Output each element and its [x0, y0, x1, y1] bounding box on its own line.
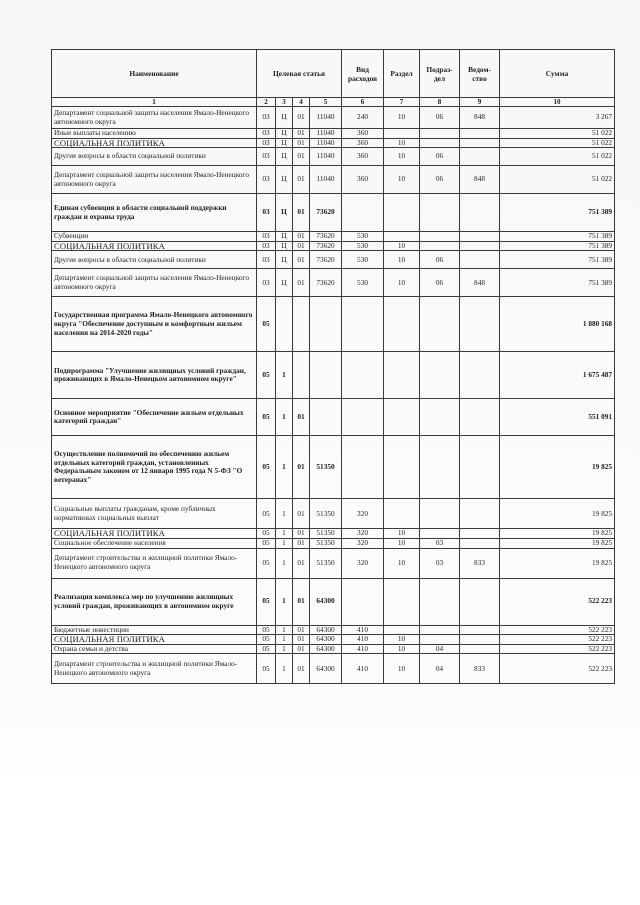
- target-program-cell: 03: [257, 194, 276, 232]
- row-name-cell: Бюджетные инвестиции: [52, 625, 257, 635]
- section-cell: [384, 578, 420, 625]
- target-event-cell: 01: [293, 548, 310, 578]
- sum-cell: 19 825: [500, 538, 615, 548]
- subsection-cell: 06: [420, 269, 460, 297]
- target-code-cell: 11040: [310, 166, 342, 194]
- expense-type-cell: 410: [342, 625, 384, 635]
- department-cell: [460, 499, 500, 529]
- subsection-cell: 03: [420, 548, 460, 578]
- row-name-cell: Реализация комплекса мер по улучшению жилищных условий граждан, проживающих в автономном округе: [52, 578, 257, 625]
- column-number: 10: [500, 98, 615, 107]
- column-number: 7: [384, 98, 420, 107]
- budget-table: [51, 49, 615, 684]
- row-name-cell: Подпрограмма "Улучшение жилищных условий граждан, проживающих в Ямало-Ненецком автономном округе": [52, 352, 257, 399]
- row-name-cell: Иные выплаты населению: [52, 129, 257, 139]
- target-program-cell: 05: [257, 625, 276, 635]
- table-row: [52, 352, 615, 399]
- target-program-cell: 03: [257, 107, 276, 129]
- column-number: 8: [420, 98, 460, 107]
- sum-cell: 51 022: [500, 148, 615, 166]
- sum-cell: 522 223: [500, 578, 615, 625]
- sum-cell: 19 825: [500, 529, 615, 539]
- target-subprogram-cell: 1: [276, 436, 293, 499]
- target-program-cell: 05: [257, 578, 276, 625]
- sum-cell: 522 223: [500, 654, 615, 684]
- target-code-cell: 51350: [310, 538, 342, 548]
- target-code-cell: 73620: [310, 194, 342, 232]
- sum-cell: 3 267: [500, 107, 615, 129]
- row-name-cell: СОЦИАЛЬНАЯ ПОЛИТИКА: [52, 241, 257, 251]
- subsection-cell: [420, 635, 460, 645]
- table-row: [52, 297, 615, 352]
- row-name-cell: СОЦИАЛЬНАЯ ПОЛИТИКА: [52, 529, 257, 539]
- subsection-cell: [420, 499, 460, 529]
- section-cell: [384, 194, 420, 232]
- column-number: 4: [293, 98, 310, 107]
- section-cell: [384, 297, 420, 352]
- header-department: Ведом-ство: [460, 50, 500, 98]
- sum-cell: 51 022: [500, 129, 615, 139]
- target-subprogram-cell: 1: [276, 644, 293, 654]
- target-program-cell: 03: [257, 138, 276, 148]
- department-cell: 848: [460, 166, 500, 194]
- target-program-cell: 05: [257, 436, 276, 499]
- column-number: 5: [310, 98, 342, 107]
- table-row: [52, 138, 615, 148]
- target-program-cell: 03: [257, 148, 276, 166]
- column-number: 2: [257, 98, 276, 107]
- table-row: [52, 107, 615, 129]
- department-cell: 833: [460, 548, 500, 578]
- table-row: [52, 166, 615, 194]
- target-event-cell: 01: [293, 166, 310, 194]
- target-subprogram-cell: 1: [276, 654, 293, 684]
- target-event-cell: 01: [293, 138, 310, 148]
- row-name-cell: Единая субвенция в области социальной поддержки граждан и охраны труда: [52, 194, 257, 232]
- department-cell: [460, 644, 500, 654]
- target-event-cell: 01: [293, 529, 310, 539]
- target-event-cell: 01: [293, 538, 310, 548]
- table-row: [52, 654, 615, 684]
- row-name-cell: Департамент социальной защиты населения Ямало-Ненецкого автономного округа: [52, 107, 257, 129]
- target-event-cell: 01: [293, 644, 310, 654]
- row-name-cell: Департамент строительства и жилищной политики Ямало-Ненецкого автономного округа: [52, 548, 257, 578]
- sum-cell: 51 022: [500, 166, 615, 194]
- sum-cell: 1 675 487: [500, 352, 615, 399]
- subsection-cell: [420, 232, 460, 242]
- target-event-cell: 01: [293, 232, 310, 242]
- target-subprogram-cell: Ц: [276, 129, 293, 139]
- table-row: [52, 538, 615, 548]
- row-name-cell: Социальные выплаты гражданам, кроме публичных нормативных социальных выплат: [52, 499, 257, 529]
- target-subprogram-cell: 1: [276, 625, 293, 635]
- target-program-cell: 03: [257, 232, 276, 242]
- table-row: [52, 194, 615, 232]
- expense-type-cell: 360: [342, 148, 384, 166]
- expense-type-cell: 320: [342, 529, 384, 539]
- sum-cell: 522 223: [500, 644, 615, 654]
- section-cell: 10: [384, 251, 420, 269]
- table-row: [52, 241, 615, 251]
- sum-cell: 751 389: [500, 232, 615, 242]
- expense-type-cell: 410: [342, 635, 384, 645]
- target-program-cell: 05: [257, 352, 276, 399]
- table-row: [52, 436, 615, 499]
- sum-cell: 19 825: [500, 436, 615, 499]
- department-cell: [460, 129, 500, 139]
- department-cell: [460, 232, 500, 242]
- row-name-cell: Другие вопросы в области социальной политики: [52, 148, 257, 166]
- target-program-cell: 03: [257, 166, 276, 194]
- department-cell: [460, 635, 500, 645]
- target-event-cell: 01: [293, 241, 310, 251]
- target-program-cell: 05: [257, 538, 276, 548]
- header-subsection: Подраз-дел: [420, 50, 460, 98]
- target-event-cell: 01: [293, 269, 310, 297]
- expense-type-cell: 410: [342, 654, 384, 684]
- target-program-cell: 05: [257, 499, 276, 529]
- target-event-cell: 01: [293, 436, 310, 499]
- table-row: [52, 269, 615, 297]
- target-subprogram-cell: 1: [276, 352, 293, 399]
- section-cell: 10: [384, 538, 420, 548]
- department-cell: [460, 194, 500, 232]
- target-code-cell: 64300: [310, 635, 342, 645]
- target-event-cell: 01: [293, 194, 310, 232]
- subsection-cell: [420, 529, 460, 539]
- expense-type-cell: 320: [342, 548, 384, 578]
- section-cell: 10: [384, 269, 420, 297]
- target-code-cell: 64300: [310, 578, 342, 625]
- target-code-cell: 11040: [310, 129, 342, 139]
- expense-type-cell: 360: [342, 138, 384, 148]
- department-cell: [460, 399, 500, 436]
- table-row: [52, 529, 615, 539]
- row-name-cell: Департамент строительства и жилищной политики Ямало-Ненецкого автономного округа: [52, 654, 257, 684]
- department-cell: [460, 538, 500, 548]
- sum-cell: 1 880 168: [500, 297, 615, 352]
- department-cell: [460, 352, 500, 399]
- column-number: 6: [342, 98, 384, 107]
- target-event-cell: 01: [293, 654, 310, 684]
- section-cell: 10: [384, 654, 420, 684]
- subsection-cell: 04: [420, 654, 460, 684]
- target-event-cell: 01: [293, 635, 310, 645]
- target-subprogram-cell: Ц: [276, 138, 293, 148]
- column-number-row: [52, 98, 615, 107]
- section-cell: 10: [384, 529, 420, 539]
- table-row: [52, 644, 615, 654]
- sum-cell: 51 022: [500, 138, 615, 148]
- section-cell: 10: [384, 107, 420, 129]
- section-cell: [384, 232, 420, 242]
- table-row: [52, 232, 615, 242]
- target-subprogram-cell: Ц: [276, 269, 293, 297]
- target-code-cell: 64300: [310, 654, 342, 684]
- target-subprogram-cell: 1: [276, 538, 293, 548]
- section-cell: [384, 625, 420, 635]
- table-row: [52, 148, 615, 166]
- expense-type-cell: 320: [342, 499, 384, 529]
- row-name-cell: Другие вопросы в области социальной политики: [52, 251, 257, 269]
- sum-cell: 551 091: [500, 399, 615, 436]
- expense-type-cell: [342, 297, 384, 352]
- expense-type-cell: 410: [342, 644, 384, 654]
- target-program-cell: 05: [257, 644, 276, 654]
- section-cell: [384, 399, 420, 436]
- target-code-cell: 64300: [310, 644, 342, 654]
- expense-type-cell: 360: [342, 166, 384, 194]
- department-cell: [460, 297, 500, 352]
- target-code-cell: [310, 352, 342, 399]
- expense-type-cell: 530: [342, 232, 384, 242]
- subsection-cell: 06: [420, 251, 460, 269]
- expense-type-cell: 530: [342, 251, 384, 269]
- row-name-cell: Осуществление полномочий по обеспечению жильем отдельных категорий граждан, установленных Федеральным законом от 12 января 1995 года N 5-ФЗ "О ветеранах": [52, 436, 257, 499]
- expense-type-cell: 530: [342, 269, 384, 297]
- header-sum: Сумма: [500, 50, 615, 98]
- department-cell: [460, 251, 500, 269]
- department-cell: [460, 148, 500, 166]
- target-code-cell: 11040: [310, 107, 342, 129]
- expense-type-cell: [342, 399, 384, 436]
- target-subprogram-cell: [276, 297, 293, 352]
- target-program-cell: 05: [257, 635, 276, 645]
- subsection-cell: [420, 578, 460, 625]
- target-program-cell: 05: [257, 297, 276, 352]
- target-code-cell: 51350: [310, 499, 342, 529]
- target-event-cell: 01: [293, 578, 310, 625]
- target-subprogram-cell: Ц: [276, 232, 293, 242]
- section-cell: 10: [384, 635, 420, 645]
- table-row: [52, 399, 615, 436]
- target-event-cell: 01: [293, 129, 310, 139]
- target-subprogram-cell: 1: [276, 578, 293, 625]
- target-event-cell: 01: [293, 107, 310, 129]
- row-name-cell: Государственная программа Ямало-Ненецкого автономного округа "Обеспечение доступным и комфортным жильем населения на 2014-2020 годы": [52, 297, 257, 352]
- expense-type-cell: 240: [342, 107, 384, 129]
- row-name-cell: Департамент социальной защиты населения Ямало-Ненецкого автономного округа: [52, 166, 257, 194]
- subsection-cell: [420, 436, 460, 499]
- department-cell: 848: [460, 107, 500, 129]
- section-cell: [384, 499, 420, 529]
- target-subprogram-cell: Ц: [276, 251, 293, 269]
- target-subprogram-cell: Ц: [276, 107, 293, 129]
- subsection-cell: [420, 138, 460, 148]
- target-event-cell: 01: [293, 625, 310, 635]
- target-subprogram-cell: 1: [276, 635, 293, 645]
- row-name-cell: СОЦИАЛЬНАЯ ПОЛИТИКА: [52, 635, 257, 645]
- row-name-cell: Департамент социальной защиты населения Ямало-Ненецкого автономного округа: [52, 269, 257, 297]
- target-code-cell: 51350: [310, 548, 342, 578]
- section-cell: 10: [384, 166, 420, 194]
- subsection-cell: [420, 129, 460, 139]
- department-cell: [460, 436, 500, 499]
- sum-cell: 751 389: [500, 241, 615, 251]
- target-program-cell: 03: [257, 251, 276, 269]
- target-program-cell: 03: [257, 241, 276, 251]
- row-name-cell: Субвенции: [52, 232, 257, 242]
- subsection-cell: [420, 399, 460, 436]
- section-cell: [384, 352, 420, 399]
- target-event-cell: 01: [293, 499, 310, 529]
- table-row: [52, 578, 615, 625]
- target-subprogram-cell: Ц: [276, 148, 293, 166]
- sum-cell: 522 223: [500, 635, 615, 645]
- table-body: [52, 107, 615, 684]
- target-event-cell: [293, 297, 310, 352]
- target-code-cell: 73620: [310, 269, 342, 297]
- target-code-cell: [310, 297, 342, 352]
- target-code-cell: [310, 399, 342, 436]
- target-event-cell: 01: [293, 148, 310, 166]
- row-name-cell: Социальное обеспечение населения: [52, 538, 257, 548]
- expense-type-cell: 530: [342, 241, 384, 251]
- target-code-cell: 51350: [310, 529, 342, 539]
- row-name-cell: Охрана семьи и детства: [52, 644, 257, 654]
- department-cell: 833: [460, 654, 500, 684]
- target-code-cell: 51350: [310, 436, 342, 499]
- table-header-row: [52, 50, 615, 98]
- target-code-cell: 73620: [310, 241, 342, 251]
- expense-type-cell: 360: [342, 129, 384, 139]
- target-event-cell: 01: [293, 251, 310, 269]
- section-cell: 10: [384, 138, 420, 148]
- target-program-cell: 03: [257, 129, 276, 139]
- sum-cell: 19 825: [500, 499, 615, 529]
- section-cell: 10: [384, 241, 420, 251]
- expense-type-cell: [342, 578, 384, 625]
- section-cell: [384, 436, 420, 499]
- target-subprogram-cell: 1: [276, 529, 293, 539]
- sum-cell: 19 825: [500, 548, 615, 578]
- row-name-cell: СОЦИАЛЬНАЯ ПОЛИТИКА: [52, 138, 257, 148]
- sum-cell: 751 389: [500, 194, 615, 232]
- expense-type-cell: [342, 352, 384, 399]
- target-subprogram-cell: 1: [276, 499, 293, 529]
- header-section: Раздел: [384, 50, 420, 98]
- section-cell: 10: [384, 148, 420, 166]
- header-name: Наименование: [52, 50, 257, 98]
- row-name-cell: Основное мероприятие "Обеспечение жильем отдельных категорий граждан": [52, 399, 257, 436]
- table-row: [52, 635, 615, 645]
- target-subprogram-cell: 1: [276, 399, 293, 436]
- expense-type-cell: [342, 436, 384, 499]
- target-event-cell: [293, 352, 310, 399]
- subsection-cell: 06: [420, 148, 460, 166]
- expense-type-cell: 320: [342, 538, 384, 548]
- target-program-cell: 05: [257, 399, 276, 436]
- department-cell: [460, 241, 500, 251]
- table-row: [52, 625, 615, 635]
- sum-cell: 522 223: [500, 625, 615, 635]
- target-code-cell: 73620: [310, 232, 342, 242]
- target-subprogram-cell: Ц: [276, 166, 293, 194]
- subsection-cell: 06: [420, 166, 460, 194]
- subsection-cell: [420, 297, 460, 352]
- subsection-cell: 06: [420, 107, 460, 129]
- target-program-cell: 05: [257, 548, 276, 578]
- target-subprogram-cell: Ц: [276, 241, 293, 251]
- column-number: 3: [276, 98, 293, 107]
- target-program-cell: 05: [257, 654, 276, 684]
- sum-cell: 751 389: [500, 251, 615, 269]
- subsection-cell: 03: [420, 538, 460, 548]
- section-cell: 10: [384, 644, 420, 654]
- department-cell: [460, 529, 500, 539]
- subsection-cell: 04: [420, 644, 460, 654]
- target-event-cell: 01: [293, 399, 310, 436]
- target-program-cell: 03: [257, 269, 276, 297]
- section-cell: [384, 129, 420, 139]
- target-subprogram-cell: 1: [276, 548, 293, 578]
- subsection-cell: [420, 194, 460, 232]
- header-expense-type: Вид расходов: [342, 50, 384, 98]
- target-subprogram-cell: Ц: [276, 194, 293, 232]
- target-code-cell: 11040: [310, 138, 342, 148]
- expense-type-cell: [342, 194, 384, 232]
- target-program-cell: 05: [257, 529, 276, 539]
- department-cell: [460, 138, 500, 148]
- subsection-cell: [420, 625, 460, 635]
- department-cell: [460, 625, 500, 635]
- header-target-article: Целевая статья: [257, 50, 342, 98]
- table-row: [52, 548, 615, 578]
- department-cell: [460, 578, 500, 625]
- table-row: [52, 251, 615, 269]
- table-row: [52, 129, 615, 139]
- sum-cell: 751 389: [500, 269, 615, 297]
- column-number: 1: [52, 98, 257, 107]
- column-number: 9: [460, 98, 500, 107]
- target-code-cell: 64300: [310, 625, 342, 635]
- table-row: [52, 499, 615, 529]
- section-cell: 10: [384, 548, 420, 578]
- subsection-cell: [420, 352, 460, 399]
- target-code-cell: 73620: [310, 251, 342, 269]
- department-cell: 848: [460, 269, 500, 297]
- subsection-cell: [420, 241, 460, 251]
- target-code-cell: 11040: [310, 148, 342, 166]
